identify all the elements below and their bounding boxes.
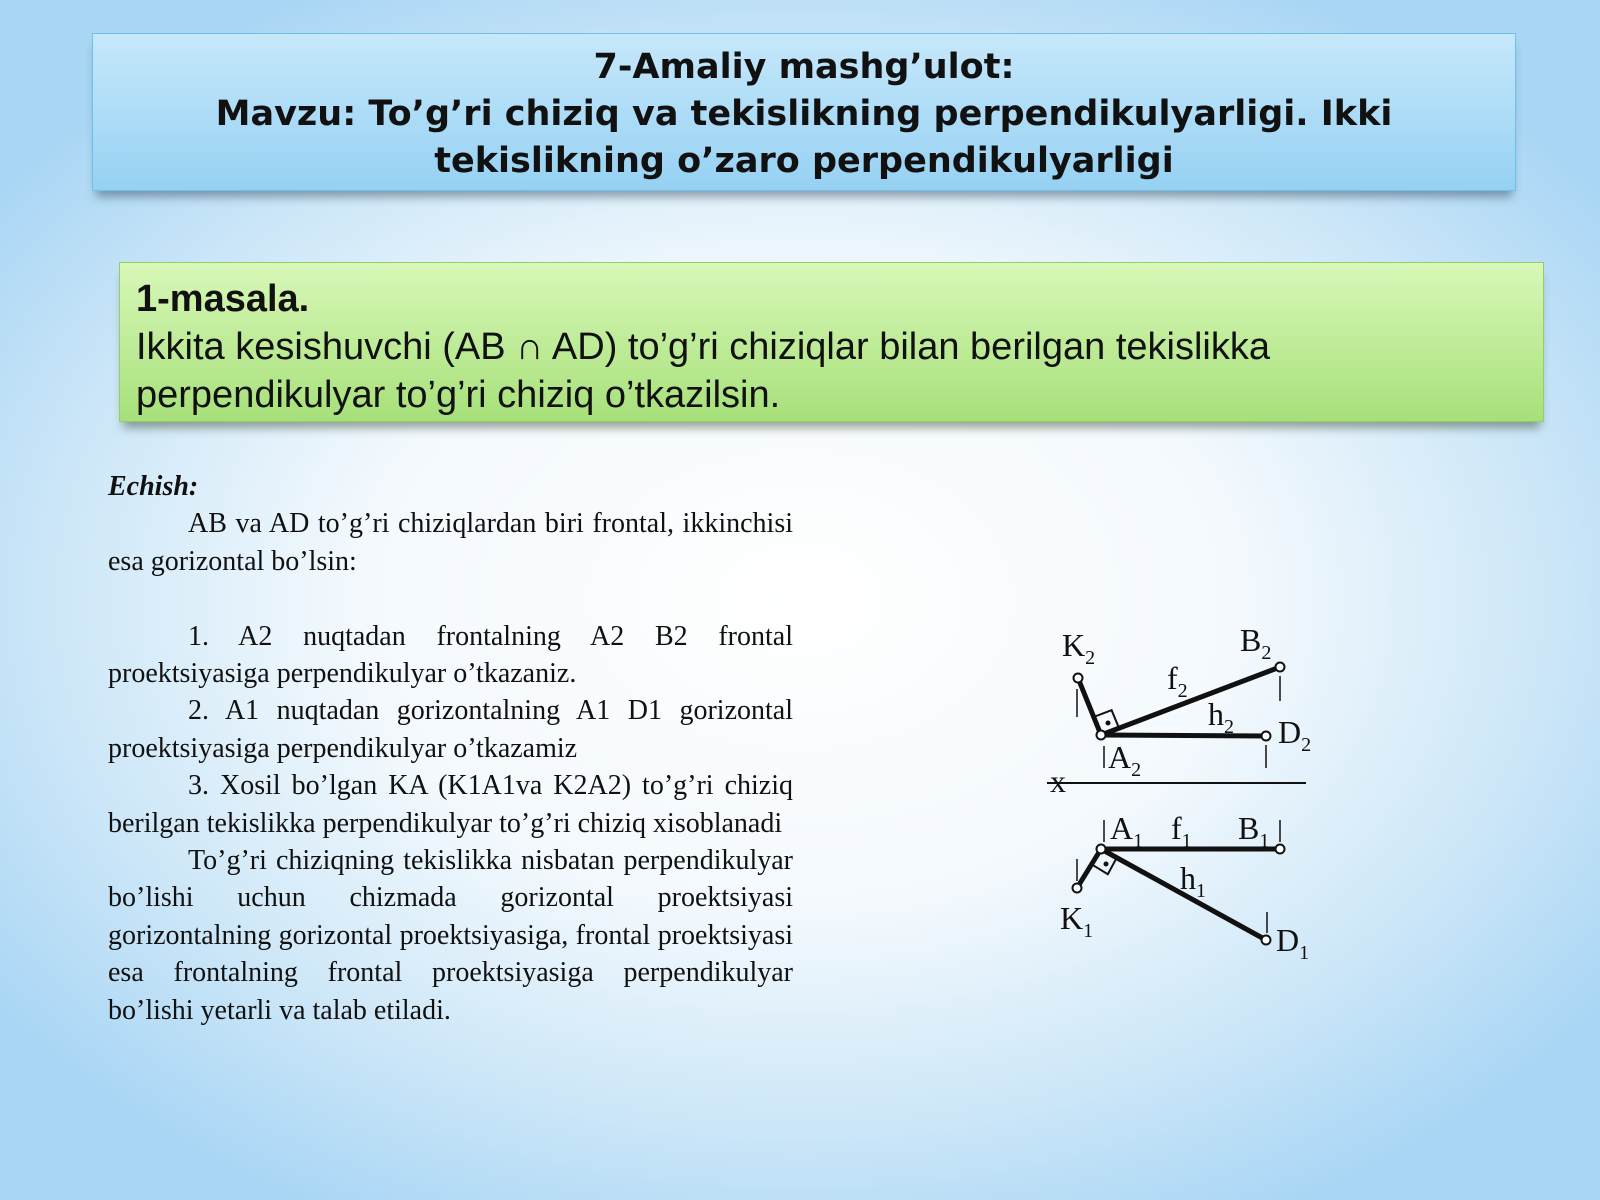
projection-diagram bbox=[1040, 618, 1340, 968]
label-b2: $B_2$ bbox=[1240, 622, 1272, 664]
label-d1: $D_1$ bbox=[1276, 922, 1310, 964]
point-a1 bbox=[1097, 845, 1106, 854]
label-a1: $A_1$ bbox=[1110, 810, 1144, 852]
title-line-3: tekislikning o’zaro perpendikulyarligi bbox=[434, 141, 1174, 181]
label-b1: $B_1$ bbox=[1238, 810, 1270, 852]
point-d2 bbox=[1262, 732, 1271, 741]
right-angle-dot-2 bbox=[1106, 721, 1111, 726]
point-b1 bbox=[1276, 845, 1285, 854]
title-line-1: 7-Amaliy mashg’ulot: bbox=[593, 47, 1015, 87]
right-angle-dot-1 bbox=[1104, 862, 1109, 867]
solution-step-3: 3. Xosil bo’lgan KA (K1A1va K2A2) to’g’ri chiziq berilgan tekislikka perpendikulyar to’g’ri chiziq xisoblanadi bbox=[108, 770, 793, 839]
label-h2: $h_2$ bbox=[1208, 696, 1234, 738]
point-k1 bbox=[1073, 884, 1082, 893]
label-h1: $h_1$ bbox=[1180, 860, 1206, 902]
label-x: x bbox=[1050, 763, 1066, 799]
slide-title bbox=[92, 33, 1516, 191]
solution-heading: Echish: bbox=[108, 471, 199, 502]
task-label: 1-masala. bbox=[136, 278, 310, 320]
label-a2: $A_2$ bbox=[1108, 739, 1142, 781]
point-b2 bbox=[1276, 663, 1285, 672]
task-box bbox=[119, 262, 1544, 422]
label-k2: $K_2$ bbox=[1062, 627, 1096, 669]
point-a2 bbox=[1097, 731, 1106, 740]
label-k1: $K_1$ bbox=[1060, 900, 1094, 942]
line-k2-a2 bbox=[1078, 678, 1101, 735]
title-line-2: Mavzu: To’g’ri chiziq va tekislikning perpendikulyarligi. Ikki bbox=[215, 94, 1393, 134]
solution-text bbox=[108, 468, 793, 1029]
task-text: Ikkita kesishuvchi (AB ∩ AD) to’g’ri chiziqlar bilan berilgan tekislikka perpendikulyar to’g’ri chiziq o’tkazilsin. bbox=[136, 326, 1270, 416]
label-d2: $D_2$ bbox=[1278, 714, 1312, 756]
line-a2-d2 bbox=[1101, 735, 1266, 736]
label-f1: $f_1$ bbox=[1171, 810, 1192, 852]
point-d1 bbox=[1262, 936, 1271, 945]
point-k2 bbox=[1074, 674, 1083, 683]
label-f2: $f_2$ bbox=[1167, 660, 1188, 702]
solution-step-1: 1. A2 nuqtadan frontalning A2 B2 frontal proektsiyasiga perpendikulyar o’tkazaniz. bbox=[108, 620, 793, 690]
paragraph-spacer bbox=[108, 580, 793, 617]
line-a2-b2 bbox=[1101, 667, 1280, 735]
solution-step-2: 2. A1 nuqtadan gorizontalning A1 D1 gorizontal proektsiyasiga perpendikulyar o’tkazamiz bbox=[108, 695, 793, 764]
solution-conclusion: To’g’ri chiziqning tekislikka nisbatan perpendikulyar bo’lishi uchun chizmada gorizontal proektsiyasi gorizontalning gorizontal proektsiyasiga, frontal proektsiyasi esa frontalning frontal proektsiyasiga perpendikulyar bo’lishi yetarli va talab etiladi. bbox=[108, 845, 793, 1026]
solution-intro: AB va AD to’g’ri chiziqlardan biri frontal, ikkinchisi esa gorizontal bo’lsin: bbox=[108, 508, 793, 577]
